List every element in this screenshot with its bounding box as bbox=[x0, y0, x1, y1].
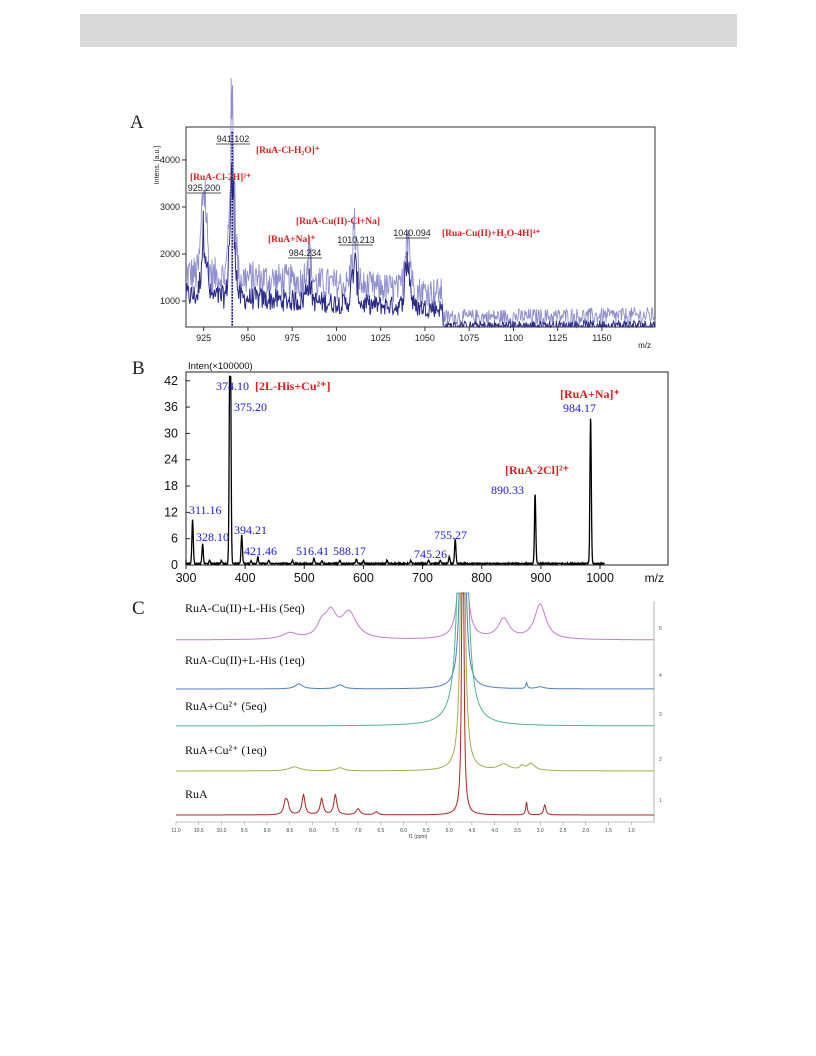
x-tick-label-c-13: 4.5 bbox=[468, 828, 476, 834]
peak-label-b-9: 755.27 bbox=[434, 528, 467, 542]
x-tick-label-a-5: 1050 bbox=[414, 333, 435, 343]
right-tick-label-c-4: 1 bbox=[659, 798, 662, 804]
series-label-4: RuA bbox=[185, 787, 208, 801]
x-tick-label-b-2: 500 bbox=[293, 571, 315, 585]
peak-label-b-0: 311.16 bbox=[189, 503, 222, 517]
y-tick-label-b-5: 30 bbox=[164, 426, 178, 441]
right-tick-label-c-1: 4 bbox=[659, 673, 662, 679]
x-tick-label-c-12: 5.0 bbox=[445, 828, 453, 834]
x-tick-label-c-16: 3.0 bbox=[536, 828, 544, 834]
y-tick-label-a-0: 1000 bbox=[159, 296, 180, 307]
x-tick-label-b-0: 300 bbox=[175, 571, 197, 585]
x-tick-label-c-10: 6.0 bbox=[400, 828, 408, 834]
y-tick-label-b-1: 6 bbox=[171, 531, 178, 546]
x-tick-label-c-15: 3.5 bbox=[513, 828, 521, 834]
x-tick-label-c-1: 10.5 bbox=[193, 828, 204, 834]
right-tick-label-c-2: 3 bbox=[659, 712, 662, 718]
annotation-a-2: [RuA+Na]⁺ bbox=[268, 235, 316, 245]
series-label-1: RuA-Cu(II)+L-His (1eq) bbox=[185, 653, 305, 667]
x-tick-label-c-18: 2.0 bbox=[582, 828, 590, 834]
peak-label-a-3: 1010.213 bbox=[337, 235, 375, 245]
x-tick-label-c-0: 11.0 bbox=[171, 828, 181, 834]
x-tick-label-c-11: 5.5 bbox=[422, 828, 430, 834]
x-tick-label-b-1: 400 bbox=[234, 571, 256, 585]
peak-label-b-5: 421.46 bbox=[244, 544, 277, 558]
x-tick-label-b-5: 800 bbox=[471, 571, 493, 585]
x-tick-label-b-4: 700 bbox=[412, 571, 434, 585]
x-tick-label-c-9: 6.5 bbox=[377, 828, 385, 834]
annotation-b-2: [RuA+Na]⁺ bbox=[560, 387, 620, 401]
peak-label-b-6: 516.41 bbox=[296, 544, 329, 558]
x-tick-label-c-7: 7.5 bbox=[331, 828, 339, 834]
right-tick-label-c-3: 2 bbox=[659, 757, 662, 763]
x-tick-label-c-5: 8.5 bbox=[286, 828, 294, 834]
series-label-3: RuA+Cu²⁺ (1eq) bbox=[185, 743, 267, 757]
x-axis-label-c: f1 (ppm) bbox=[408, 834, 428, 840]
annotation-a-3: [RuA-Cu(II)-Cl+Na] bbox=[296, 217, 381, 227]
panel-label-b: B bbox=[132, 358, 145, 379]
x-tick-label-a-2: 975 bbox=[284, 333, 300, 343]
peak-label-b-7: 588.17 bbox=[333, 544, 366, 558]
x-tick-label-a-6: 1075 bbox=[459, 333, 480, 343]
peak-label-b-10: 890.33 bbox=[491, 483, 524, 497]
y-tick-label-b-3: 18 bbox=[164, 479, 178, 494]
x-tick-label-c-6: 8.0 bbox=[309, 828, 317, 834]
peak-label-a-2: 984.234 bbox=[288, 248, 322, 258]
annotation-b-0: [2L-His+Cu²⁺] bbox=[255, 379, 331, 393]
peak-label-a-1: 941.102 bbox=[216, 134, 250, 144]
peak-label-b-2: 374.10 bbox=[216, 379, 249, 393]
panel-label-a: A bbox=[130, 112, 144, 133]
x-tick-label-b-3: 600 bbox=[352, 571, 374, 585]
peak-label-b-1: 328.10 bbox=[196, 530, 229, 544]
x-tick-label-a-0: 925 bbox=[196, 333, 212, 343]
x-tick-label-a-9: 1150 bbox=[592, 333, 612, 343]
y-tick-label-b-6: 36 bbox=[164, 400, 178, 415]
y-tick-label-a-3: 4000 bbox=[159, 154, 180, 165]
x-axis-label-b: m/z bbox=[644, 571, 664, 585]
y-tick-label-b-0: 0 bbox=[171, 558, 178, 572]
x-tick-label-c-14: 4.0 bbox=[491, 828, 499, 834]
x-tick-label-a-7: 1100 bbox=[503, 333, 524, 343]
panel-label-c: C bbox=[132, 598, 145, 619]
annotation-a-0: [RuA-Cl-2H]²⁺ bbox=[190, 173, 252, 183]
y-tick-label-b-4: 24 bbox=[164, 452, 178, 467]
peak-label-b-4: 394.21 bbox=[234, 523, 267, 537]
series-label-0: RuA-Cu(II)+L-His (5eq) bbox=[185, 601, 305, 615]
y-tick-label-b-7: 42 bbox=[164, 373, 178, 388]
x-tick-label-a-3: 1000 bbox=[326, 333, 347, 343]
x-tick-label-c-3: 9.5 bbox=[240, 828, 248, 834]
right-tick-label-c-0: 5 bbox=[659, 626, 662, 632]
x-tick-label-c-4: 9.0 bbox=[263, 828, 271, 834]
annotation-a-4: [Rua-Cu(II)+H₂O-4H]⁴⁺ bbox=[442, 229, 541, 239]
x-tick-label-a-1: 950 bbox=[240, 333, 256, 343]
y-tick-label-b-2: 12 bbox=[164, 505, 178, 520]
series-label-2: RuA+Cu²⁺ (5eq) bbox=[185, 699, 267, 713]
peak-label-b-11: 984.17 bbox=[563, 401, 596, 415]
y-axis-label-a: Intens. [a.u.] bbox=[154, 145, 161, 185]
x-tick-label-a-4: 1025 bbox=[370, 333, 391, 343]
y-tick-label-a-1: 2000 bbox=[159, 249, 180, 260]
peak-label-a-0: 925.200 bbox=[187, 183, 221, 193]
annotation-b-1: [RuA-2Cl]²⁺ bbox=[505, 463, 569, 477]
y-axis-label-b: Inten(×100000) bbox=[188, 361, 253, 372]
x-tick-label-c-8: 7.0 bbox=[354, 828, 362, 834]
peak-label-b-8: 745.26 bbox=[414, 547, 447, 561]
x-tick-label-c-2: 10.0 bbox=[216, 828, 227, 834]
x-tick-label-c-17: 2.5 bbox=[559, 828, 567, 834]
x-tick-label-a-8: 1125 bbox=[547, 333, 568, 343]
x-tick-label-c-20: 1.0 bbox=[627, 828, 635, 834]
y-tick-label-a-2: 3000 bbox=[159, 202, 180, 212]
peak-label-b-3: 375.20 bbox=[234, 400, 267, 414]
annotation-a-1: [RuA-Cl-H₂O]⁺ bbox=[256, 146, 320, 156]
x-axis-label-a: m/z bbox=[638, 341, 651, 350]
peak-label-a-4: 1040.094 bbox=[393, 228, 431, 238]
x-tick-label-b-7: 1000 bbox=[586, 571, 614, 585]
x-tick-label-c-19: 1.5 bbox=[604, 828, 612, 834]
x-tick-label-b-6: 900 bbox=[530, 571, 552, 585]
